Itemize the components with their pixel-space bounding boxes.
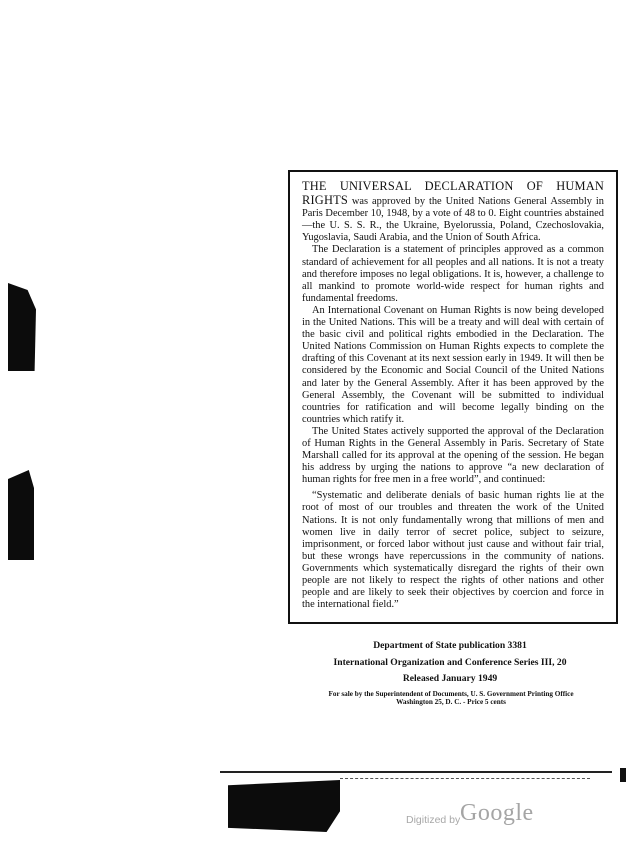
page-dotted-rule [340,778,590,779]
sale-notice-line-2: Washington 25, D. C. - Price 5 cents [396,698,506,707]
paragraph-statement: The Declaration is a statement of principles approved as a common standard of achievement for all peoples and all nations. It is not a treaty and therefore imposes no legal obligations. It is, however, a challenge to all mankind to promote world-wide respect for human rights and fundamental freedoms. [302,244,604,304]
release-date: Released January 1949 [402,673,498,684]
paragraph-covenant: An International Covenant on Human Rights is now being developed in the United Nations. This will be a treaty and will deal with certain of the basic civil and political rights embodied in the Declaration. The United Nations Commission on Human Rights expects to complete the drafting of this Covenant at its next session early in 1949. It will then be considered by the Economic and Social Council of the United Nations and later by the General Assembly. After it has been approved by the General Assembly, the Covenant will be submitted to individual countries for ratification and will become legally binding on the countries which ratify it. [302,304,604,425]
declaration-headline: THE UNIVERSAL DECLARATION OF HUMAN RIGHTS [302,179,604,208]
sale-notice-line-1: For sale by the Superintendent of Documents, U. S. Government Printing Office [328,690,574,698]
paragraph-intro-text: was approved by the United Nations General Assembly in Paris December 10, 1948, by a vote of 48 to 0. Eight countries abstained—the U. S. S. R., the Ukraine, Byelorussia, Poland, Czechoslovakia, Yugoslavia, Saudi Arabia, and the Union of South Africa. [302,196,604,244]
publication-number: Department of State publication 3381 [373,640,527,651]
scan-artifact-left-bottom [8,470,34,560]
scan-artifact-right-speck [620,768,626,782]
scan-artifact-left-top [8,283,36,371]
google-logo: Google [460,800,534,826]
digitized-watermark [406,802,546,834]
scan-artifact-bottom-block [228,780,340,832]
declaration-body [302,180,604,611]
paragraph-us-support: The United States actively supported the approval of the Declaration of Human Rights in the General Assembly in Paris. Secretary of State Marshall called for its approval at the opening of the session. He began his address by urging the nations to approve “a new declaration of human rights for free men in a free world”, and continued: [302,425,604,486]
digitized-by-label: Digitized by [406,814,461,826]
declaration-box [288,170,618,624]
paragraph-marshall-quote: “Systematic and deliberate denials of basic human rights lie at the root of most of our troubles and threaten the work of the United Nations. It is not only fundamentally wrong that millions of men and women live in daily terror of secret police, subject to seizure, imprisonment, or forced labor without just cause and without fair trial, but these wrongs have repercussions in the community of nations. Governments which systematically disregard the rights of their own people are not likely to respect the rights of other nations and other people and are likely to seek their objectives by coercion and force in the international field.” [302,490,604,611]
paragraph-intro [302,180,604,244]
page-bottom-rule [220,771,612,773]
publication-series: International Organization and Conference Series III, 20 [333,657,567,668]
sale-notice [296,690,606,707]
